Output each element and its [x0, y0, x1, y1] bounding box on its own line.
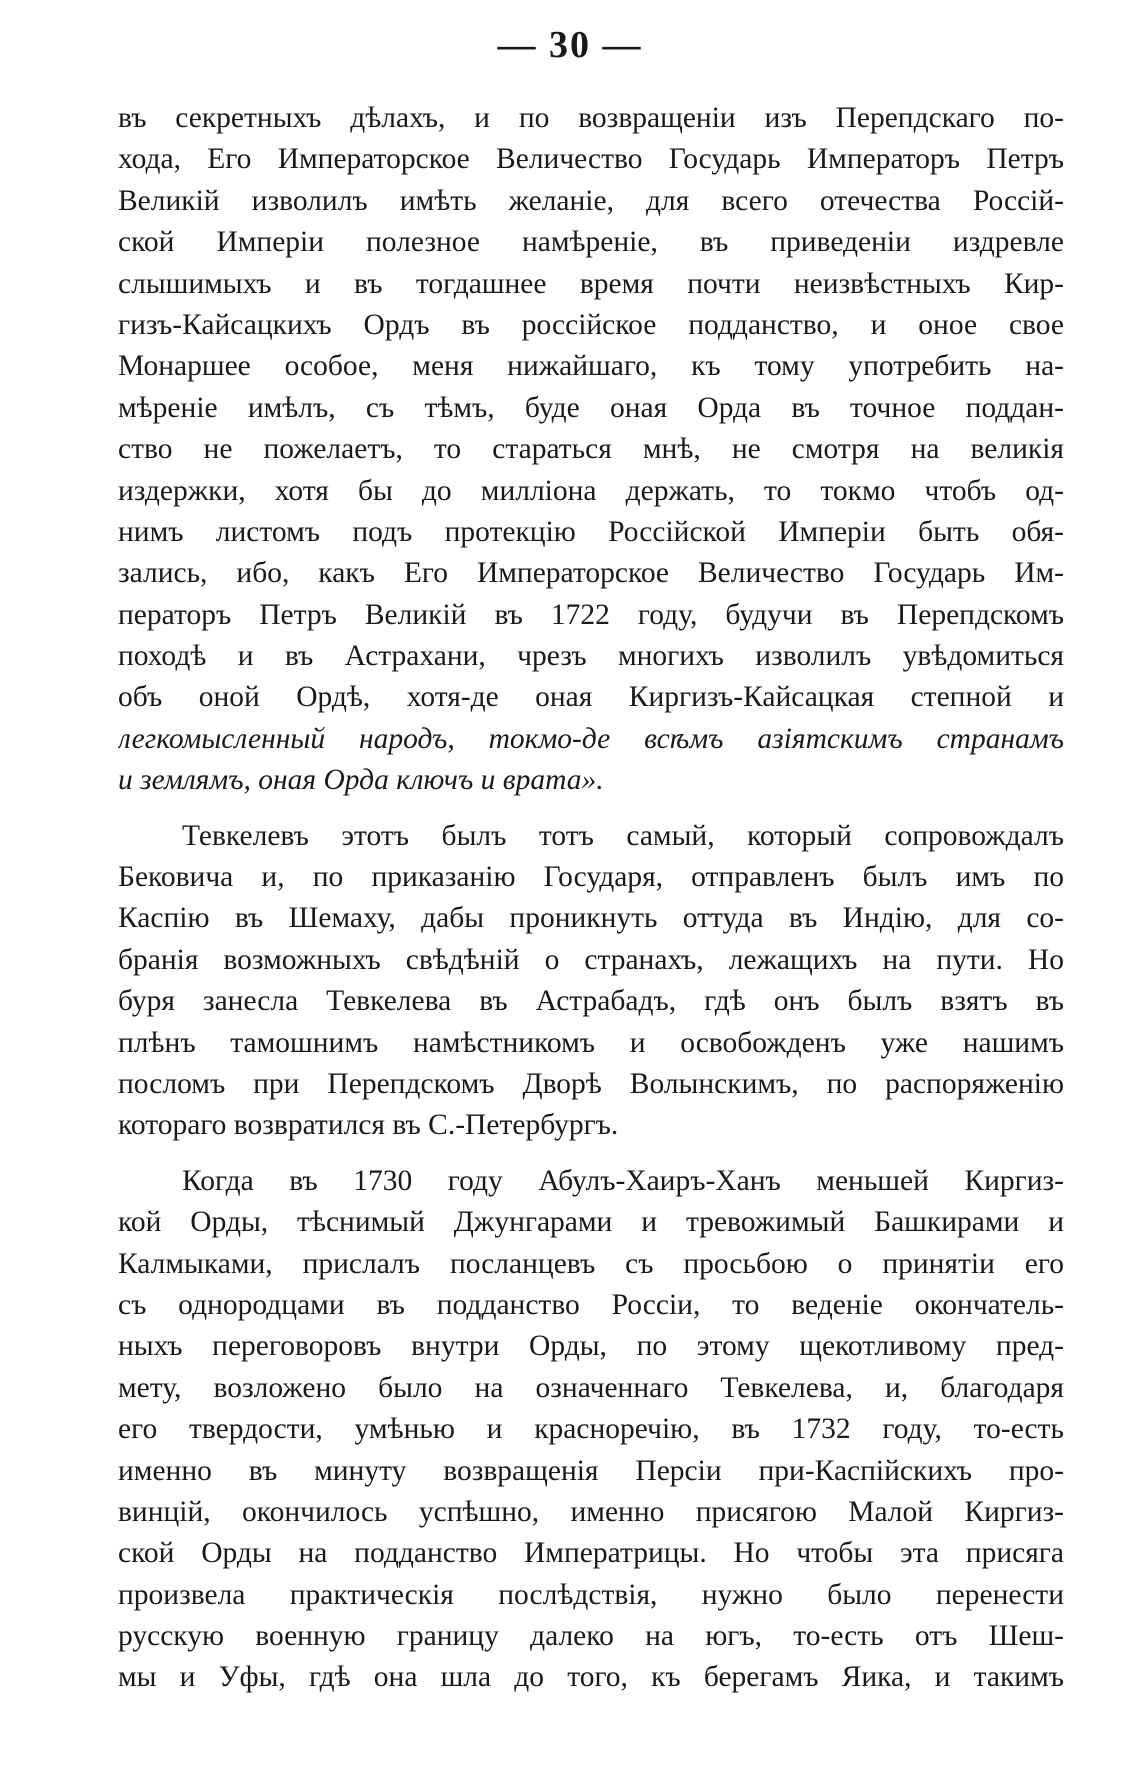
text-line: слышимыхъ и въ тогдашнее время почти неизвѣстныхъ Кир- [118, 267, 1064, 300]
text-line: объ оной Ордѣ, хотя-де оная Киргизъ-Кайсацкая степной и [118, 681, 1064, 714]
text-line: Калмыками, прислалъ посланцевъ съ просьбою о принятіи его [118, 1247, 1064, 1280]
text-line: ской Орды на подданство Императрицы. Но чтобы эта присяга [118, 1537, 1064, 1570]
text-line: мы и Уфы, гдѣ она шла до того, къ берегамъ Яика, и такимъ [118, 1661, 1064, 1694]
text-line: издержки, хотя бы до милліона держать, то токмо чтобъ од- [118, 474, 1064, 507]
text-line: именно въ минуту возвращенія Персіи при-Каспійскихъ про- [118, 1454, 1064, 1487]
body-text [118, 98, 1064, 1699]
text-line: бранія возможныхъ свѣдѣній о странахъ, лежащихъ на пути. Но [118, 943, 1064, 976]
page-number: — 30 — [497, 24, 643, 66]
text-line: буря занесла Тевкелева въ Астрабадъ, гдѣ онъ былъ взятъ въ [118, 985, 1064, 1018]
text-line: посломъ при Перепдскомъ Дворѣ Волынскимъ, по распоряженію [118, 1067, 1064, 1100]
text-line: Каспію въ Шемаху, дабы проникнуть оттуда въ Индію, для со- [118, 902, 1064, 935]
paragraph-2 [118, 816, 1064, 1147]
text-line: съ однородцами въ подданство Россіи, то веденіе окончатель- [118, 1288, 1064, 1321]
text-line: плѣнъ тамошнимъ намѣстникомъ и освобожденъ уже нашимъ [118, 1026, 1064, 1059]
text-line: мету, возложено было на означеннаго Тевкелева, и, благодаря [118, 1371, 1064, 1404]
text-line: Великій изволилъ имѣть желаніе, для всего отечества Россій- [118, 184, 1064, 217]
paragraph-3 [118, 1161, 1064, 1699]
text-line-italic: легкомысленный народъ, токмо-де всѣмъ азіятскимъ странамъ [118, 722, 1064, 755]
text-line: нимъ листомъ подъ протекцію Россійской Имперіи быть обя- [118, 515, 1064, 548]
text-line: Тевкелевъ этотъ былъ тотъ самый, который сопровождалъ [182, 819, 1064, 852]
text-line: ныхъ переговоровъ внутри Орды, по этому щекотливому пред- [118, 1330, 1064, 1363]
text-line: его твердости, умѣнью и красноречію, въ 1732 году, то-есть [118, 1413, 1064, 1446]
text-line: ство не пожелаетъ, то стараться мнѣ, не смотря на великія [118, 433, 1064, 466]
text-line: Монаршее особое, меня нижайшаго, къ тому употребить на- [118, 350, 1064, 383]
text-line: зались, ибо, какъ Его Императорское Величество Государь Им- [118, 557, 1064, 590]
text-line: произвела практическія послѣдствія, нужно было перенести [118, 1578, 1064, 1611]
paragraph-1 [118, 98, 1064, 802]
text-line: гизъ-Кайсацкихъ Ордъ въ россійское подданство, и оное свое [118, 308, 1064, 341]
text-line: котораго возвратился въ С.-Петербургъ. [118, 1109, 619, 1142]
text-line: Бековича и, по приказанію Государя, отправленъ былъ имъ по [118, 861, 1064, 894]
text-line: ской Имперіи полезное намѣреніе, въ приведеніи издревле [118, 226, 1064, 259]
text-line: походѣ и въ Астрахани, чрезъ многихъ изволилъ увѣдомиться [118, 640, 1064, 673]
paragraph-gap [118, 802, 1064, 816]
text-line: ператоръ Петръ Великій въ 1722 году, будучи въ Перепдскомъ [118, 598, 1064, 631]
text-line: въ секретныхъ дѣлахъ, и по возвращеніи изъ Перепдскаго по- [118, 102, 1064, 134]
text-line: кой Орды, тѣснимый Джунгарами и тревожимый Башкирами и [118, 1206, 1064, 1239]
paragraph-gap [118, 1147, 1064, 1161]
text-line: хода, Его Императорское Величество Государь Императоръ Петръ [118, 143, 1064, 176]
text-line-italic: и землямъ, оная Орда ключъ и врата». [118, 764, 604, 797]
text-line: Когда въ 1730 году Абулъ-Хаиръ-Ханъ меньшей Киргиз- [182, 1164, 1064, 1197]
text-line: русскую военную границу далеко на югъ, то-есть отъ Шеш- [118, 1620, 1064, 1653]
text-line: винцій, окончилось успѣшно, именно присягою Малой Киргиз- [118, 1495, 1064, 1528]
text-line: мѣреніе имѣлъ, съ тѣмъ, буде оная Орда въ точное поддан- [118, 391, 1064, 424]
